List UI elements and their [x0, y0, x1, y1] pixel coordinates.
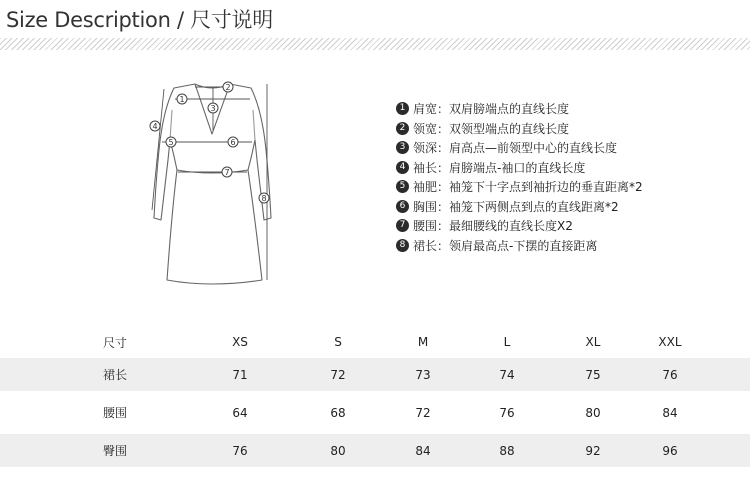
svg-text:1: 1: [179, 95, 185, 104]
table-row: [0, 434, 750, 467]
table-header-row: [0, 326, 750, 358]
legend-text: 袖长：肩膀端点-袖口的直线长度: [413, 160, 586, 175]
svg-text:8: 8: [261, 194, 267, 203]
header-cell: M: [417, 335, 429, 349]
legend-text: 领宽：双领型端点的直线长度: [413, 121, 570, 136]
svg-text:7: 7: [224, 168, 230, 177]
marker-6: [228, 137, 238, 147]
table-cell: 68: [330, 405, 346, 420]
header-cell: 尺寸: [102, 335, 127, 350]
table-cell: 74: [499, 367, 515, 382]
row-label: 腰围: [102, 406, 127, 420]
number-badge: 7: [396, 219, 409, 232]
number-badge: 6: [396, 200, 409, 213]
legend-text: 裙长：领肩最高点-下摆的直接距离: [413, 238, 598, 253]
table-cell: 76: [499, 405, 515, 420]
legend-text: 胸围：袖笼下两侧点到点的直线距离*2: [413, 199, 619, 214]
table-cell: 92: [585, 443, 601, 458]
table-cell: 76: [662, 367, 678, 382]
marker-5: [166, 137, 176, 147]
legend-item: [396, 119, 643, 139]
number-badge: 4: [396, 161, 409, 174]
table-cell: 84: [415, 443, 431, 458]
hatched-divider: [0, 38, 750, 50]
number-badge: 8: [396, 239, 409, 252]
table-row: [0, 391, 750, 434]
legend-item: [396, 158, 643, 178]
table-cell: 75: [585, 367, 601, 382]
table-cell: 88: [499, 443, 515, 458]
header-cell: S: [334, 335, 342, 349]
table-cell: 64: [232, 405, 248, 420]
legend-item: [396, 236, 643, 256]
header-cell: XL: [585, 335, 601, 349]
table-row: [0, 358, 750, 391]
marker-4: [150, 121, 160, 131]
table-cell: 72: [415, 405, 431, 420]
table-cell: 96: [662, 443, 678, 458]
number-badge: 2: [396, 122, 409, 135]
page-title: Size Description / 尺寸说明: [6, 8, 273, 32]
legend-text: 肩宽：双肩膀端点的直线长度: [413, 102, 570, 117]
number-badge: 5: [396, 180, 409, 193]
header-cell: XXL: [658, 335, 682, 349]
legend-text: 袖肥：袖笼下十字点到袖折边的垂直距离*2: [413, 180, 643, 195]
header-cell: XS: [232, 335, 248, 349]
legend-item: [396, 197, 643, 217]
header-cell: L: [503, 335, 511, 349]
legend-item: [396, 99, 643, 119]
legend-item: [396, 138, 643, 158]
marker-3: [208, 103, 218, 113]
marker-1: [177, 94, 187, 104]
table-cell: 80: [585, 405, 601, 420]
size-table: [0, 326, 750, 467]
legend-text: 领深：肩高点—前领型中心的直线长度: [413, 141, 618, 156]
legend-item: [396, 216, 643, 236]
svg-text:2: 2: [225, 83, 231, 92]
legend-item: [396, 177, 643, 197]
waist-seam: [177, 170, 248, 173]
table-cell: 71: [232, 367, 248, 382]
table-cell: 80: [330, 443, 346, 458]
number-badge: 3: [396, 141, 409, 154]
svg-text:5: 5: [168, 138, 174, 147]
svg-text:4: 4: [152, 122, 158, 131]
svg-text:3: 3: [210, 104, 216, 113]
marker-8: [259, 193, 269, 203]
measurement-legend: [396, 99, 643, 255]
table-cell: 73: [415, 367, 431, 382]
marker-7: [222, 167, 232, 177]
row-label: 臀围: [102, 444, 127, 458]
legend-text: 腰围：最细腰线的直线长度X2: [413, 219, 573, 234]
svg-text:6: 6: [230, 138, 236, 147]
number-badge: 1: [396, 102, 409, 115]
row-label: 裙长: [102, 368, 127, 382]
dress-measurement-diagram: [140, 70, 280, 290]
table-cell: 84: [662, 405, 678, 420]
table-cell: 72: [330, 367, 346, 382]
table-cell: 76: [232, 443, 248, 458]
marker-2: [223, 82, 233, 92]
